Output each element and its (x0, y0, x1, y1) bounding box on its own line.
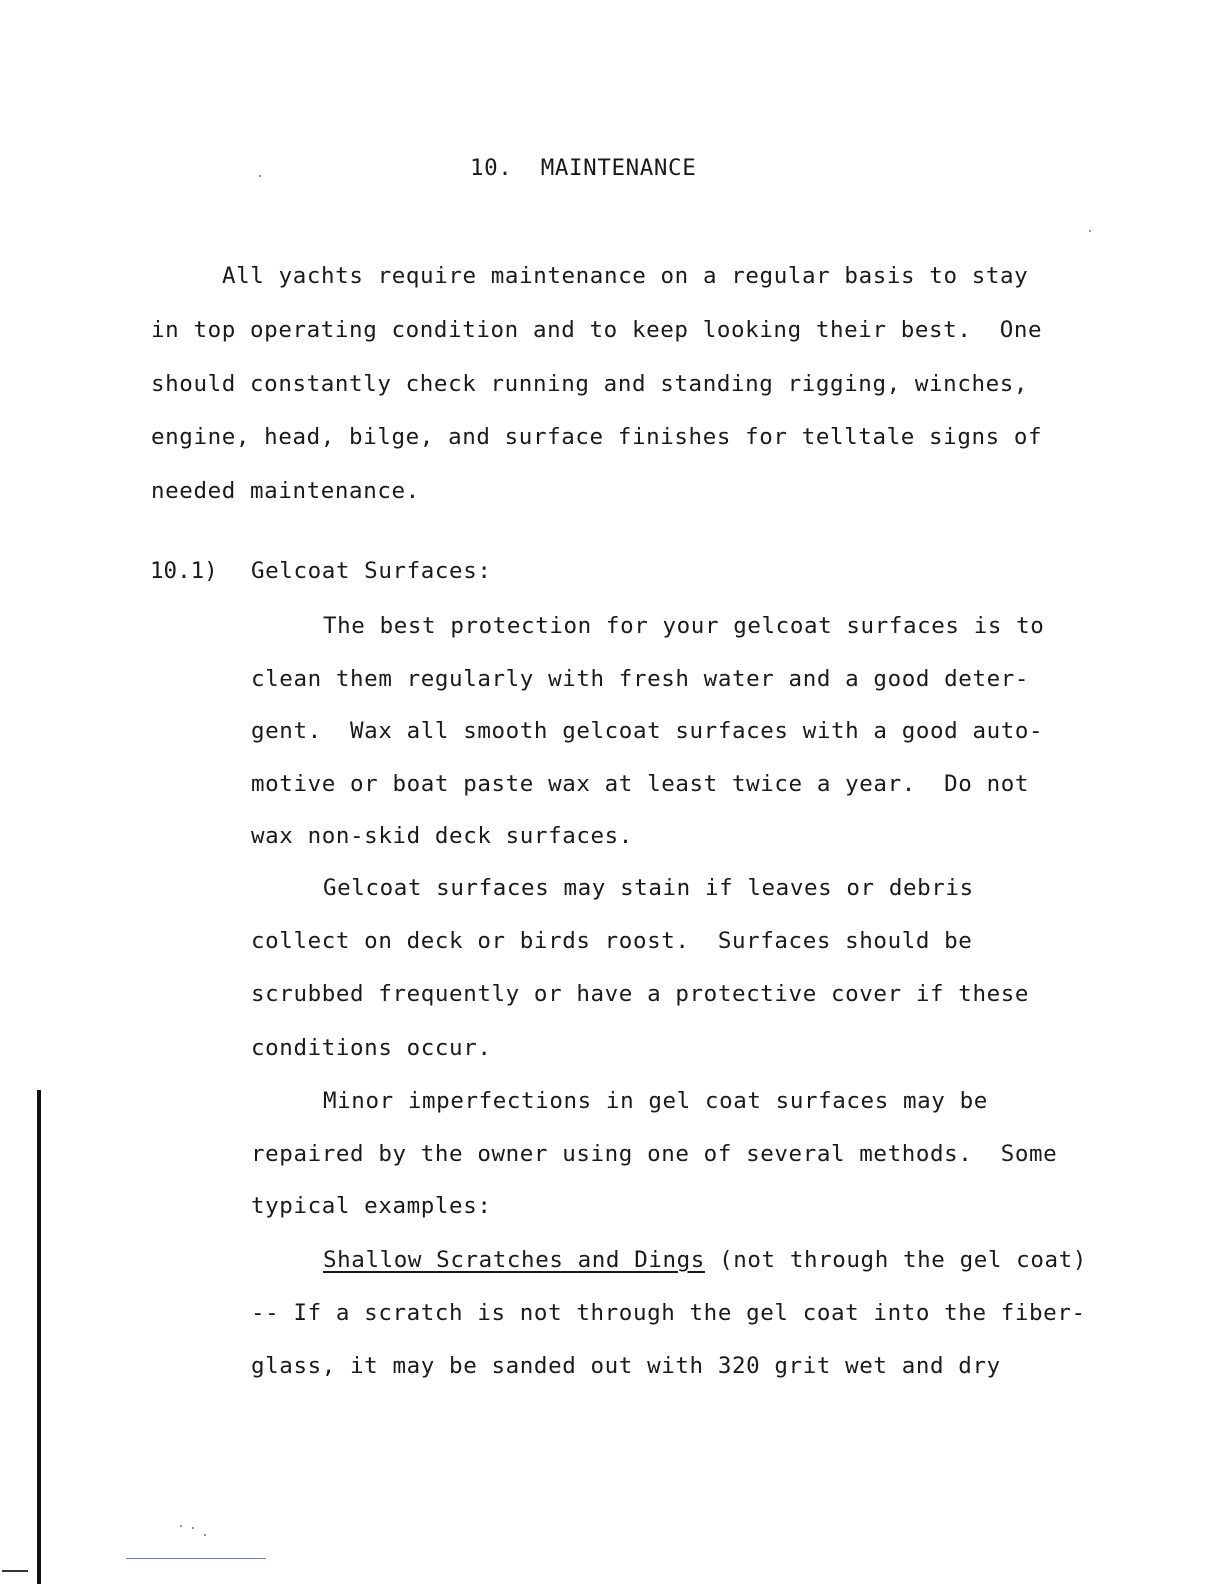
paragraph2-line-4: conditions occur. (251, 1035, 492, 1061)
paragraph2-line-2: collect on deck or birds roost. Surfaces should be (251, 928, 973, 954)
intro-line-1: All yachts require maintenance on a regular basis to stay (222, 263, 1029, 289)
scan-speck (259, 175, 261, 177)
paragraph3-line-2: repaired by the owner using one of several methods. Some (251, 1141, 1058, 1167)
change-bar (37, 1090, 41, 1584)
intro-line-3: should constantly check running and standing rigging, winches, (151, 371, 1029, 397)
intro-line-2: in top operating condition and to keep looking their best. One (151, 317, 1043, 343)
intro-line-5: needed maintenance. (151, 478, 420, 504)
section-title: Gelcoat Surfaces: (251, 558, 492, 584)
scan-speck (204, 1534, 206, 1536)
paragraph1-line-1: The best protection for your gelcoat surfaces is to (323, 613, 1045, 639)
paragraph2-line-3: scrubbed frequently or have a protective cover if these (251, 981, 1030, 1007)
subsection-heading-line (323, 1246, 1087, 1274)
paragraph1-line-3: gent. Wax all smooth gelcoat surfaces with a good auto- (251, 718, 1044, 744)
section-number: 10.1) (150, 558, 218, 584)
page-heading: 10. MAINTENANCE (470, 155, 697, 181)
paragraph1-line-4: motive or boat paste wax at least twice a year. Do not (251, 771, 1030, 797)
scan-speck (1089, 230, 1091, 232)
intro-line-4: engine, head, bilge, and surface finishes for telltale signs of (151, 424, 1043, 450)
scan-mark (2, 1570, 28, 1572)
paragraph1-line-2: clean them regularly with fresh water and a good deter- (251, 666, 1030, 692)
paragraph3-line-1: Minor imperfections in gel coat surfaces may be (323, 1088, 988, 1114)
paragraph3-line-3: typical examples: (251, 1193, 492, 1219)
paragraph1-line-5: wax non-skid deck surfaces. (251, 823, 633, 849)
scan-speck (180, 1525, 182, 1527)
paragraph2-line-1: Gelcoat surfaces may stain if leaves or debris (323, 875, 974, 901)
subsection-title: Shallow Scratches and Dings (323, 1247, 705, 1273)
scan-speck (192, 1527, 194, 1529)
subsection-line-1: -- If a scratch is not through the gel coat into the fiber- (251, 1300, 1086, 1326)
bottom-rule (126, 1558, 266, 1559)
subsection-title-suffix: (not through the gel coat) (704, 1247, 1087, 1273)
subsection-line-2: glass, it may be sanded out with 320 grit wet and dry (251, 1353, 1001, 1379)
